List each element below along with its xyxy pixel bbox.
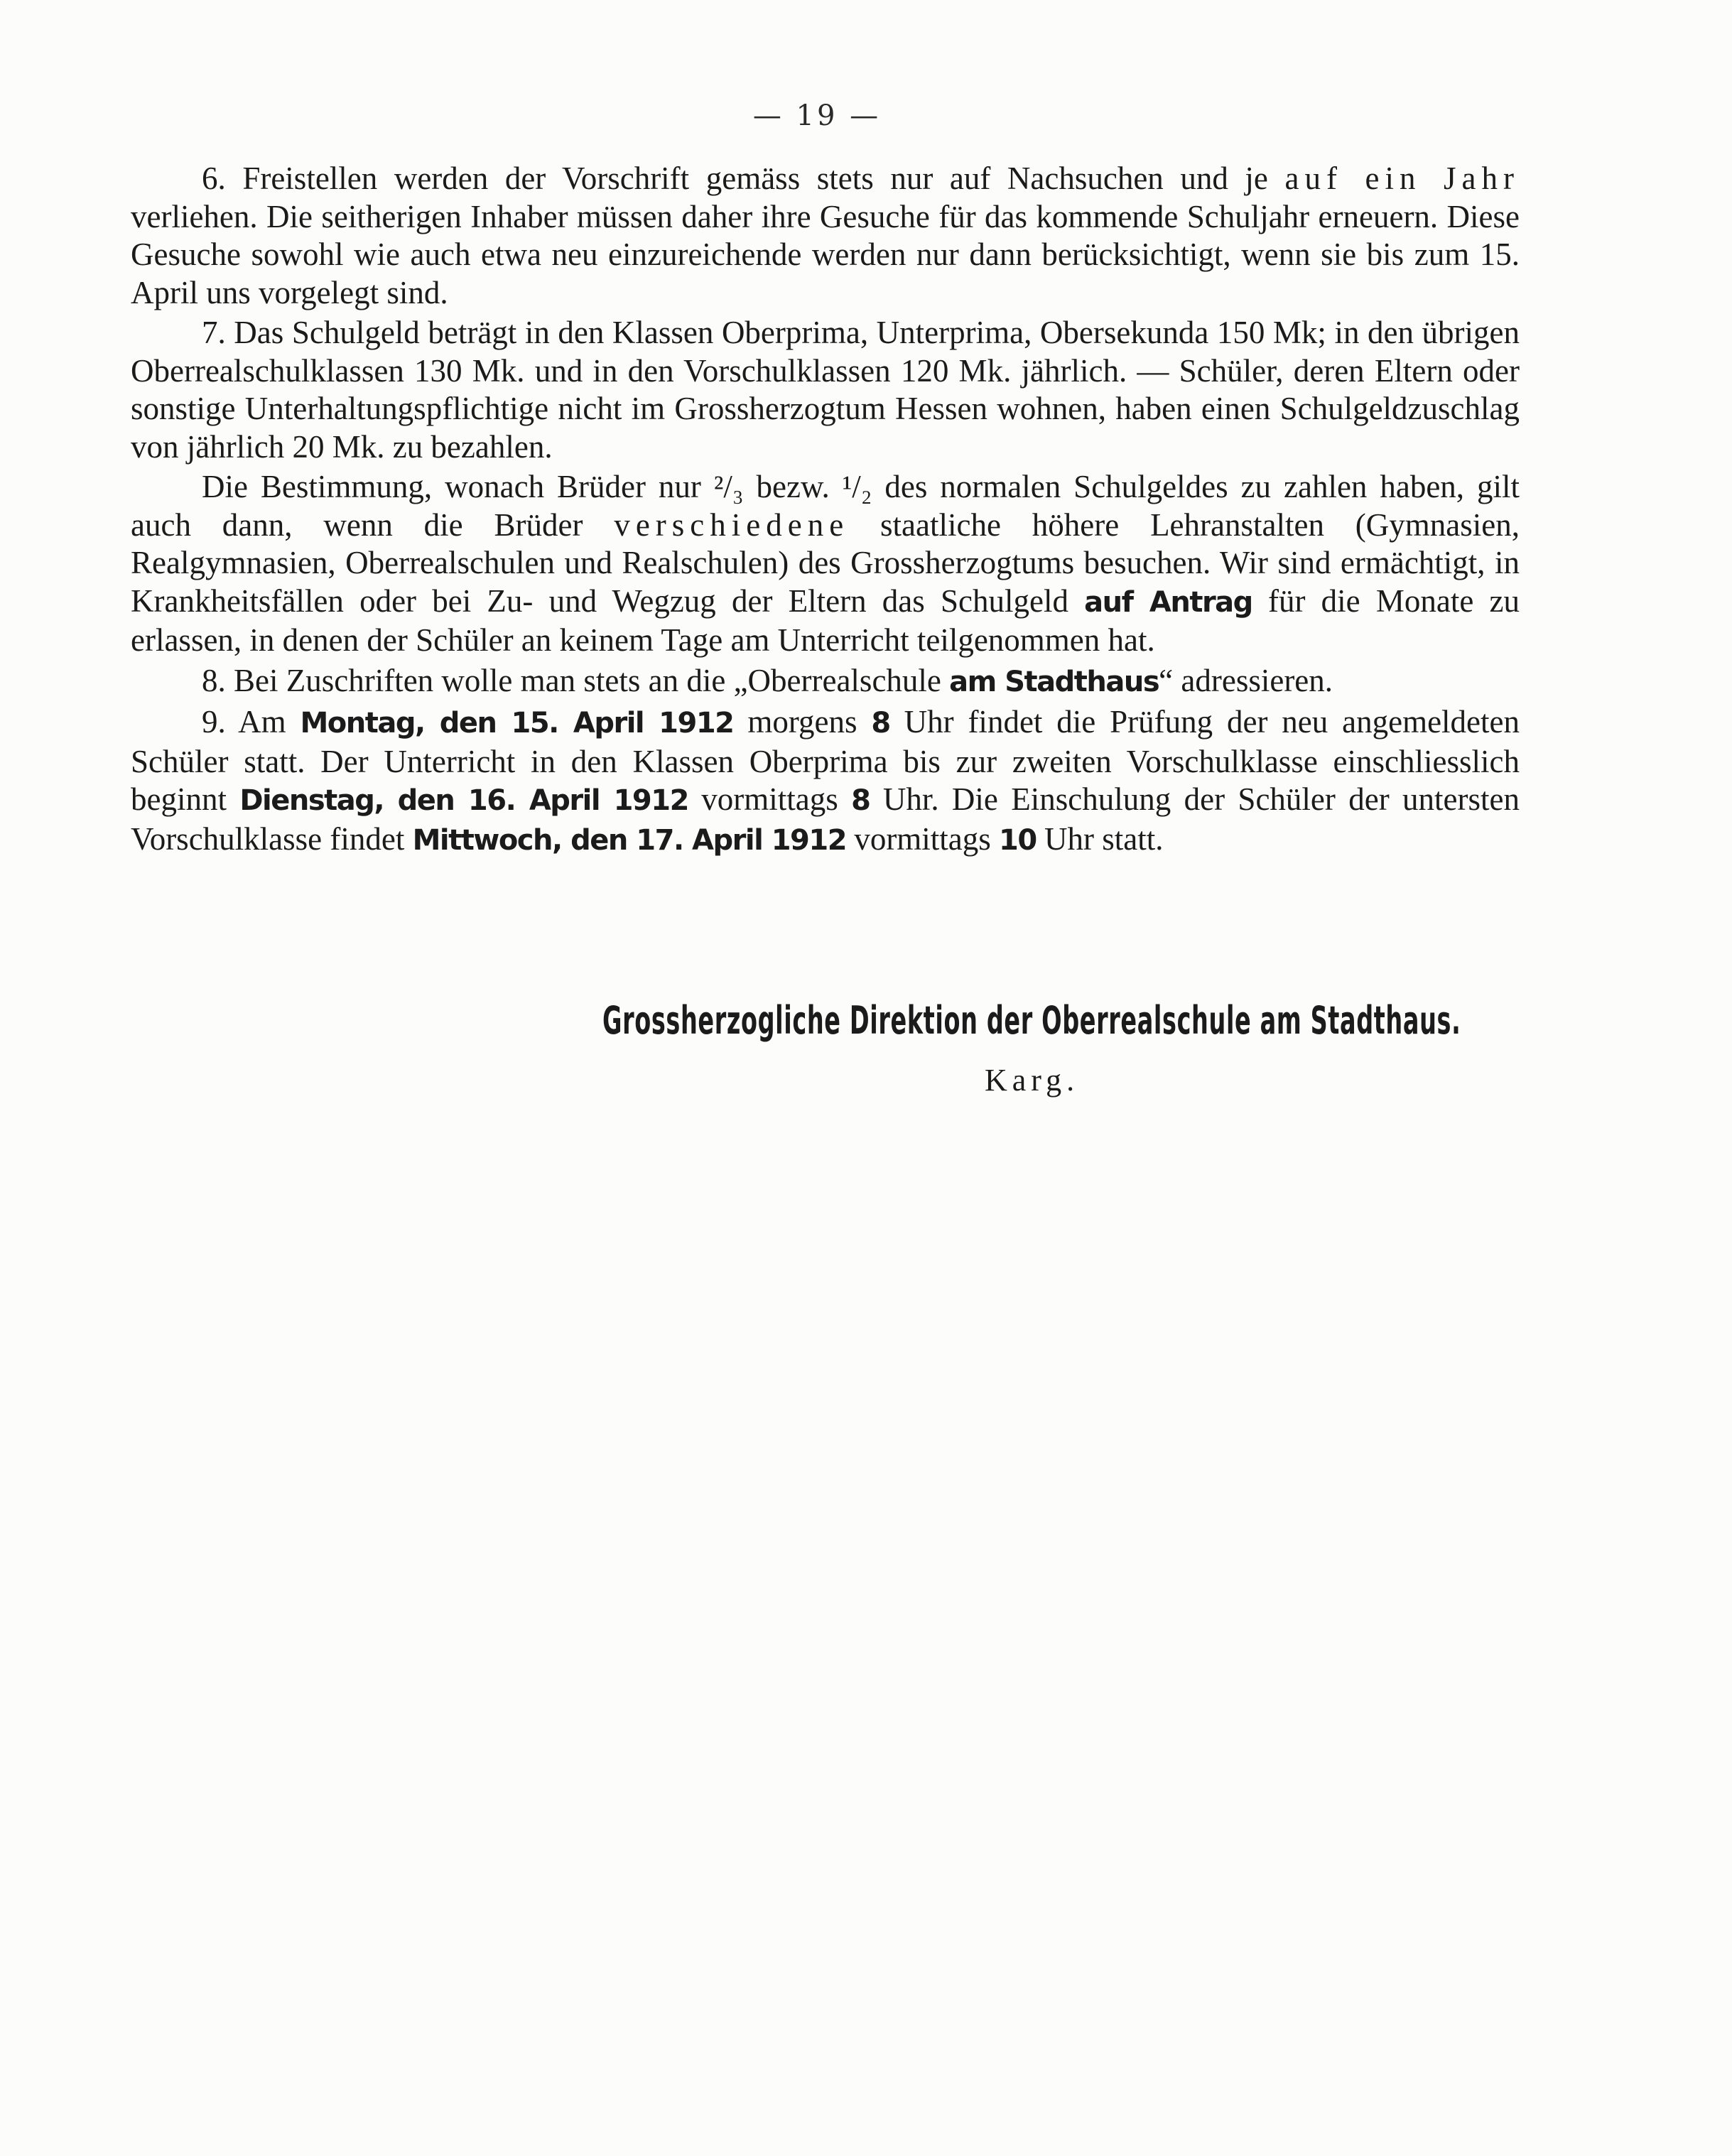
paragraph-7b-text-c: des normalen Schulgeldes zu zahlen haben, gilt auch dann, wenn die Brüder — [131, 469, 1520, 543]
paragraph-6-emphasis: auf ein Jahr — [1284, 161, 1520, 196]
body-text — [131, 160, 1520, 862]
paragraph-9-text-a: 9. Am — [202, 704, 301, 740]
exam-hour: 8 — [871, 707, 890, 740]
paragraph-9-text-k: vormittags — [846, 820, 1000, 857]
paragraph-8-text-a: 8. Bei Zuschriften wolle man stets an die „Oberrealschule — [202, 662, 950, 698]
paragraph-8-bold: am Stadthaus — [949, 665, 1159, 698]
paragraph-7b-bold: auf Antrag — [1084, 585, 1252, 619]
school-direction: Grossherzogliche Direktion der Oberrealschule am Stadthaus. — [602, 998, 1461, 1043]
paragraph-7b-text-g: für die Monate zu erlassen, in denen der Schüler an keinem Tage am Unterricht teilgenommen hat. — [131, 583, 1520, 658]
classes-start-hour: 8 — [851, 784, 870, 817]
paragraph-7-continuation — [131, 468, 1520, 660]
paragraph-7b-text-a: Die Bestimmung, wonach Brüder nur — [202, 469, 714, 504]
exam-date: Montag, den 15. April 1912 — [300, 707, 734, 740]
paragraph-7-text: 7. Das Schulgeld beträgt in den Klassen Oberprima, Unterprima, Obersekunda 150 Mk; in den übrigen Oberrealschulklassen 130 Mk. und in den Vorschulklassen 120 Mk. jährlich. — Schüler, deren Eltern oder sonstige Unterhaltungspflichtige nicht im Grossherzogtum Hessen wohnen, haben einen Schulgeldzuschlag von jährlich 20 Mk. zu bezahlen. — [131, 315, 1520, 465]
paragraph-8 — [131, 662, 1520, 702]
fraction-two-thirds: ²/₃ — [713, 469, 744, 504]
paragraph-7b-text-e: staatliche höhere Lehranstalten (Gymnasien, Realgymnasien, Oberrealschulen und Realschulen) des Grossherzogtums besuchen. Wir sind ermächtigt, in Krankheitsfällen oder bei Zu- und Wegzug der Eltern das Schulgeld — [131, 507, 1520, 619]
paragraph-7b-emphasis: verschiedene — [614, 507, 850, 543]
paragraph-9-text-c: morgens — [733, 704, 872, 740]
paragraph-9-text-e: Uhr findet die Prüfung der neu angemeldeten Schüler statt. Der Unterricht in den Klassen Oberprima bis zur zweiten Vorschulklasse einschliesslich beginnt — [131, 704, 1520, 817]
signature-name: Karg. — [985, 1063, 1080, 1098]
page-number: — 19 — — [752, 99, 882, 132]
paragraph-8-text-c: “ adressieren. — [1159, 662, 1333, 698]
paragraph-6 — [131, 160, 1520, 312]
paragraph-9-text-g: vormittags — [688, 781, 852, 817]
classes-start-date: Dienstag, den 16. April 1912 — [239, 784, 688, 817]
paragraph-9-text-i: Uhr. Die Einschulung der Schüler der untersten Vorschulklasse findet — [131, 781, 1520, 857]
paragraph-6-text-a: 6. Freistellen werden der Vorschrift gemäss stets nur auf Nachsuchen und je — [202, 161, 1285, 196]
paragraph-7b-text-b: bezw. — [743, 469, 843, 504]
paragraph-9-text-m: Uhr statt. — [1036, 820, 1164, 857]
paragraph-9 — [131, 703, 1520, 860]
paragraph-7 — [131, 314, 1520, 466]
enrollment-date: Mittwoch, den 17. April 1912 — [412, 823, 847, 857]
enrollment-hour: 10 — [999, 823, 1037, 857]
fraction-one-half: ¹/₂ — [842, 469, 872, 504]
paragraph-6-text-c: verliehen. Die seitherigen Inhaber müssen daher ihre Gesuche für das kommende Schuljahr erneuern. Diese Gesuche sowohl wie auch etwa neu einzureichende werden nur dann berücksichtigt, wenn sie bis zum 15. April uns vorgelegt sind. — [131, 198, 1520, 310]
